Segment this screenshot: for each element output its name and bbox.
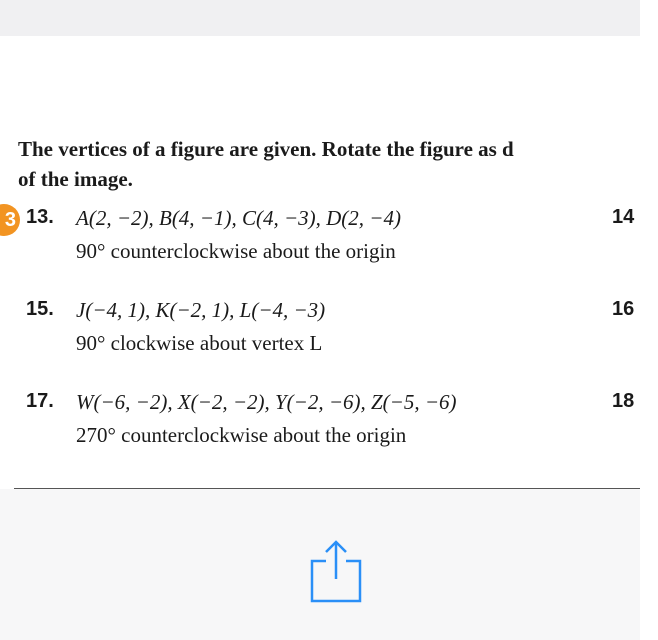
share-icon	[304, 539, 368, 603]
problem-number: 13.	[26, 206, 54, 228]
instructions-heading	[18, 134, 658, 194]
problem-instruction: 270° counterclockwise about the origin	[76, 423, 407, 447]
problem-instruction: 90° counterclockwise about the origin	[76, 239, 396, 263]
problem-number-right: 14	[612, 206, 635, 228]
instructions-line-2: of the image.	[18, 167, 133, 191]
problem-number: 15.	[26, 298, 54, 320]
top-bar	[0, 0, 640, 36]
problem-vertices: W(−6, −2), X(−2, −2), Y(−2, −6), Z(−5, −6)	[76, 390, 457, 414]
problem-vertices: A(2, −2), B(4, −1), C(4, −3), D(2, −4)	[76, 206, 401, 230]
problem-number: 17.	[26, 390, 54, 412]
instructions-line-1: The vertices of a figure are given. Rotate the figure as d	[18, 137, 514, 161]
share-button[interactable]	[304, 539, 368, 603]
bottom-toolbar	[0, 489, 640, 640]
problem-number-right: 18	[612, 390, 635, 412]
problem-vertices: J(−4, 1), K(−2, 1), L(−4, −3)	[76, 298, 326, 322]
section-badge: 3	[0, 204, 20, 236]
textbook-page	[0, 36, 640, 488]
problem-number-right: 16	[612, 298, 635, 320]
problem-instruction: 90° clockwise about vertex L	[76, 331, 323, 355]
